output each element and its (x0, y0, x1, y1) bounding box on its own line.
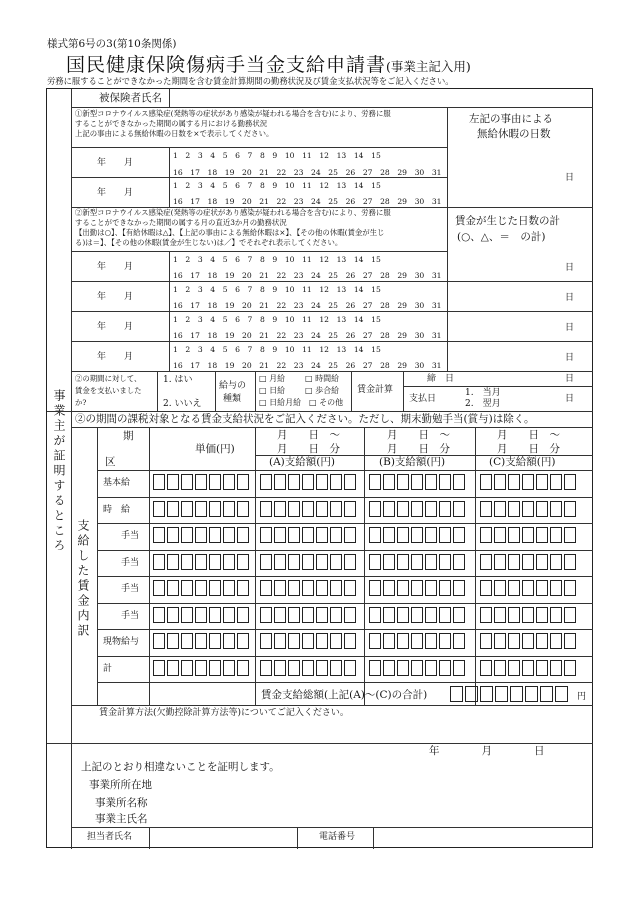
wage-amount-boxes[interactable] (369, 660, 465, 676)
wage-amount-boxes[interactable] (260, 474, 356, 490)
month-label[interactable]: 年 月 (97, 352, 134, 362)
divider (71, 341, 593, 342)
day-grid[interactable]: 16 17 18 19 20 21 22 23 24 25 26 27 28 29 30 31 (173, 331, 442, 340)
day-grid[interactable]: 1 2 3 4 5 6 7 8 9 10 11 12 13 14 15 (173, 151, 381, 160)
divider (97, 427, 98, 705)
divider (71, 89, 72, 743)
section2-right-2: (○、△、＝ の計) (457, 231, 546, 243)
section2-text-1: ②新型コロナウイルス感染症(発熱等の症状があり感染が疑われる場合を含む)により、労務に服 (75, 208, 391, 217)
wage-amount-boxes[interactable] (153, 501, 249, 517)
payment-question-1: ②の期間に対して、 (75, 374, 142, 383)
divider (255, 427, 256, 705)
section2-text-3: 【出勤は○】、【有給休暇は△】、【上記の事由による無給休暇は×】、【その他の休暇(賃金が生じ (75, 228, 385, 237)
wage-amount-boxes[interactable] (369, 554, 465, 570)
office-name-label: 事業所名称 (95, 797, 148, 809)
divider (71, 251, 447, 252)
section1-text-1: ①新型コロナウイルス感染症(発熱等の症状があり感染が疑われる場合を含む)により、労務に服 (75, 109, 391, 118)
section2-right-1: 賃金が生じた日数の計 (455, 215, 560, 227)
divider (71, 743, 72, 849)
divider (149, 827, 150, 849)
divider (351, 371, 352, 411)
wage-row-label: 手当 (121, 557, 140, 568)
wage-amount-boxes[interactable] (369, 527, 465, 543)
wage-row-label: 基本給 (103, 478, 131, 488)
cert-statement: 上記のとおり相違ないことを証明します。 (81, 761, 280, 773)
wage-breakdown-label: 支給した賃金内訳 (76, 519, 90, 639)
salary-type-label-1: 給与の (219, 381, 247, 391)
period-a-to[interactable]: 月 日 分 (277, 443, 340, 455)
divider (403, 386, 593, 387)
wage-amount-boxes[interactable] (369, 607, 465, 623)
day-grid[interactable]: 1 2 3 4 5 6 7 8 9 10 11 12 13 14 15 (173, 285, 381, 294)
form-code: 様式第6号の3(第10条関係) (47, 38, 177, 50)
wage-row-label: 計 (103, 663, 113, 674)
day-grid[interactable]: 16 17 18 19 20 21 22 23 24 25 26 27 28 29 30 31 (173, 271, 442, 280)
wage-row-label: 手当 (121, 531, 140, 541)
checkbox-other[interactable]: □ その他 (309, 398, 344, 407)
divider (373, 827, 374, 849)
checkbox-daily[interactable]: □ 日給 (259, 386, 286, 395)
divider (71, 281, 593, 282)
wage-calc-label: 賃金計算 (357, 385, 394, 395)
divider (169, 89, 170, 107)
wage-amount-boxes[interactable] (480, 607, 576, 623)
day-unit: 日 (565, 394, 575, 404)
wage-amount-boxes[interactable] (260, 607, 356, 623)
category-label: 区 (105, 456, 116, 468)
divider (71, 107, 593, 108)
insured-name-label: 被保険者氏名 (99, 92, 162, 104)
form-instruction: 労務に服することができなかった期間を含む賃金計算期間の勤務状況及び賃金支払状況等をご記入ください。 (47, 76, 454, 86)
wage-row-label: 現物給与 (103, 637, 140, 647)
section1-right-2: 無給休暇の日数 (477, 128, 551, 140)
form-frame (46, 88, 593, 848)
divider (97, 470, 593, 471)
day-grid[interactable]: 16 17 18 19 20 21 22 23 24 25 26 27 28 29 30 31 (173, 301, 442, 310)
form-title-sub: (事業主記入用) (386, 59, 471, 74)
day-unit: 日 (565, 374, 575, 384)
wage-amount-boxes[interactable] (153, 580, 249, 596)
wage-amount-boxes[interactable] (260, 580, 356, 596)
divider (97, 523, 593, 524)
form-title (66, 50, 471, 77)
divider (255, 455, 593, 456)
month-label[interactable]: 年 月 (97, 188, 134, 198)
total-wage-boxes[interactable] (450, 686, 568, 702)
period-c-from[interactable]: 月 日 ～ (497, 429, 560, 441)
divider (97, 682, 593, 683)
period-b-from[interactable]: 月 日 ～ (387, 429, 450, 441)
month-label[interactable]: 年 月 (97, 262, 134, 272)
divider (297, 827, 298, 849)
divider (97, 603, 593, 604)
divider (47, 743, 593, 744)
divider (97, 656, 593, 657)
divider (215, 371, 216, 411)
wage-amount-boxes[interactable] (369, 474, 465, 490)
divider (97, 629, 593, 630)
divider (97, 550, 593, 551)
wage-amount-boxes[interactable] (260, 660, 356, 676)
period-b-to[interactable]: 月 日 分 (387, 443, 450, 455)
wage-row-label: 時 給 (103, 504, 131, 515)
cutoff-day-label: 締 日 (427, 374, 455, 384)
wage-amount-boxes[interactable] (260, 527, 356, 543)
period-c-to[interactable]: 月 日 分 (497, 443, 560, 455)
divider (71, 177, 447, 178)
divider (475, 427, 476, 705)
wage-amount-boxes[interactable] (260, 501, 356, 517)
day-grid[interactable]: 1 2 3 4 5 6 7 8 9 10 11 12 13 14 15 (173, 315, 381, 324)
employer-section-label: 事業主が証明するところ (52, 389, 66, 554)
day-unit: 日 (565, 353, 575, 363)
calc-method-label: 賃金計算方法(欠勤控除計算方法等)についてご記入ください。 (99, 708, 349, 718)
payment-question-2: 賃金を支払いました (75, 386, 142, 395)
day-unit: 日 (565, 173, 575, 183)
col-c-header: (C)支給額(円) (489, 456, 556, 468)
divider (255, 371, 256, 411)
day-unit: 日 (565, 323, 575, 333)
wage-amount-boxes[interactable] (153, 607, 249, 623)
wage-instruction: ②の期間の課税対象となる賃金支給状況をご記入ください。ただし、期末勤勉手当(賞与)は除く。 (75, 413, 535, 425)
divider (71, 311, 593, 312)
wage-amount-boxes[interactable] (369, 580, 465, 596)
day-grid[interactable]: 16 17 18 19 20 21 22 23 24 25 26 27 28 29 30 31 (173, 361, 442, 370)
payday-this-month[interactable]: 1. 当月 (465, 388, 501, 398)
section1-text-3: 上記の事由による無給休暇の日数を×で表示してください。 (75, 129, 274, 138)
wage-amount-boxes[interactable] (153, 554, 249, 570)
wage-amount-boxes[interactable] (369, 501, 465, 517)
payment-question-3: か? (75, 398, 87, 407)
divider (71, 705, 593, 706)
wage-amount-boxes[interactable] (480, 474, 576, 490)
owner-name-label: 事業主氏名 (95, 813, 148, 825)
month-label[interactable]: 年 月 (97, 322, 134, 332)
phone-label: 電話番号 (319, 832, 356, 842)
payday-label: 支払日 (409, 394, 437, 404)
wage-row-label: 手当 (121, 584, 140, 594)
divider (403, 371, 404, 411)
form-title-main: 国民健康保険傷病手当金支給申請書 (66, 54, 387, 76)
wage-amount-boxes[interactable] (153, 474, 249, 490)
col-b-header: (B)支給額(円) (379, 456, 446, 468)
period-label: 期 (123, 430, 134, 442)
divider (71, 147, 447, 148)
wage-amount-boxes[interactable] (480, 501, 576, 517)
wage-amount-boxes[interactable] (480, 633, 576, 649)
divider (157, 371, 158, 411)
divider (364, 427, 365, 705)
section1-text-2: することができなかった期間の属する月における勤務状況 (75, 119, 268, 128)
day-grid[interactable]: 1 2 3 4 5 6 7 8 9 10 11 12 13 14 15 (173, 255, 381, 264)
day-grid[interactable]: 1 2 3 4 5 6 7 8 9 10 11 12 13 14 15 (173, 345, 381, 354)
divider (97, 497, 593, 498)
payday-next-month[interactable]: 2. 翌月 (465, 399, 501, 409)
wage-row-label: 手当 (121, 610, 140, 621)
divider (447, 207, 448, 371)
section2-text-2: することができなかった期間の属する月の直近3か月の勤務状況 (75, 218, 287, 227)
day-grid[interactable]: 16 17 18 19 20 21 22 23 24 25 26 27 28 29 30 31 (173, 197, 442, 206)
cert-date[interactable]: 年 月 日 (429, 745, 545, 757)
month-label[interactable]: 年 月 (97, 292, 134, 302)
day-unit: 日 (565, 293, 575, 303)
wage-amount-boxes[interactable] (480, 660, 576, 676)
divider (447, 107, 448, 207)
payment-yes-option[interactable]: 1. はい (163, 375, 193, 385)
divider (149, 427, 150, 705)
contact-person-label: 担当者氏名 (87, 832, 133, 842)
wage-amount-boxes[interactable] (153, 633, 249, 649)
office-address-label: 事業所所在地 (89, 779, 152, 791)
wage-amount-boxes[interactable] (260, 633, 356, 649)
wage-amount-boxes[interactable] (480, 580, 576, 596)
day-unit: 日 (565, 263, 575, 273)
divider (97, 576, 593, 577)
wage-amount-boxes[interactable] (480, 554, 576, 570)
checkbox-daily-monthly[interactable]: □ 日給月給 (259, 398, 302, 407)
total-wage-label: 賃金支給総額(上記(A)～(C)の合計) (261, 689, 428, 701)
wage-amount-boxes[interactable] (260, 554, 356, 570)
period-a-from[interactable]: 月 日 ～ (277, 429, 340, 441)
wage-amount-boxes[interactable] (153, 527, 249, 543)
checkbox-hourly[interactable]: □ 時間給 (305, 374, 340, 383)
checkbox-commission[interactable]: □ 歩合給 (305, 386, 340, 395)
wage-amount-boxes[interactable] (480, 527, 576, 543)
payment-no-option[interactable]: 2. いいえ (163, 399, 202, 409)
unit-price-header: 単価(円) (195, 443, 235, 455)
wage-amount-boxes[interactable] (153, 660, 249, 676)
yen-unit: 円 (577, 692, 587, 702)
section1-right-1: 左記の事由による (469, 113, 553, 125)
day-grid[interactable]: 1 2 3 4 5 6 7 8 9 10 11 12 13 14 15 (173, 181, 381, 190)
col-a-header: (A)支給額(円) (269, 456, 335, 468)
wage-amount-boxes[interactable] (369, 633, 465, 649)
section2-text-4: る)は＝】、【その他の休暇(賃金が生じない)は／】でそれぞれ表示してください。 (75, 238, 343, 247)
day-grid[interactable]: 16 17 18 19 20 21 22 23 24 25 26 27 28 29 30 31 (173, 168, 442, 177)
month-label[interactable]: 年 月 (97, 158, 134, 168)
salary-type-label-2: 種類 (223, 394, 242, 404)
divider (47, 411, 593, 412)
divider (71, 371, 593, 372)
checkbox-monthly[interactable]: □ 月給 (259, 374, 286, 383)
